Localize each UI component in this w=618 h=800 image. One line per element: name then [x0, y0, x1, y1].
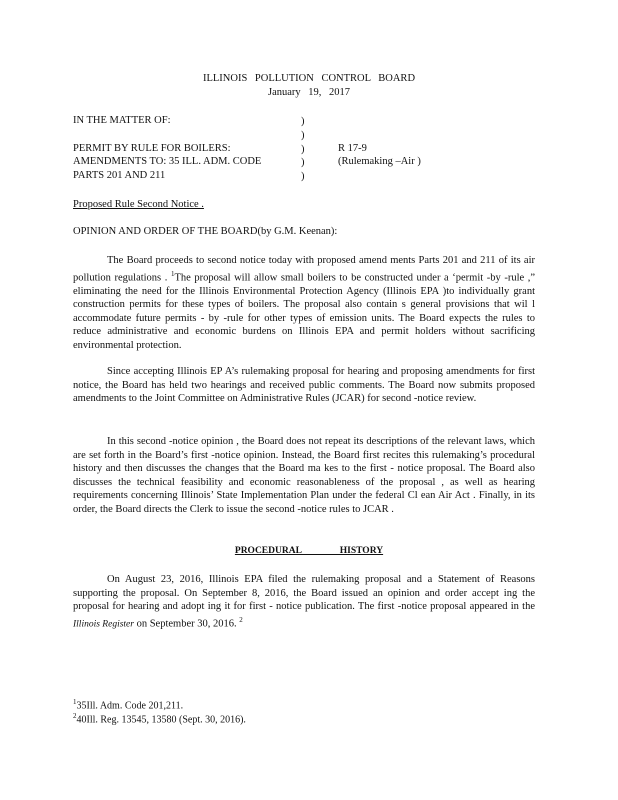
caption-matter: IN THE MATTER OF: [73, 115, 171, 126]
document-date: January 19, 2017 [267, 87, 351, 98]
body-paragraph: Since accepting Illinois EP A’s rulemaking proposal for hearing and proposing amendments for first notice, the Board has held two hearings and received public comments. The Board now submits proposed amendments to the Joint Committee on Administrative Rules (JCAR) for second -notice review. [73, 366, 535, 405]
body-paragraph: In this second -notice opinion , the Board does not repeat its descriptions of the relevant laws, which are set forth in the Board’s first -notice opinion. Instead, the Board first recites this rulemaking’s procedural history and then discusses the changes that the Board ma kes to the first - notice proposal. The Board also discusses the technical feasibility and economic reasonableness of the proposal , as well as hearing requirements concerning Illinois’ State Implementation Plan under the federal Cl ean Air Act . Finally, in its order, the Board directs the Clerk to issue the second -notice rules to JCAR . [73, 436, 535, 515]
footnote-ref: 1 [170, 269, 175, 278]
caption-paren: ) [301, 171, 305, 182]
opinion-title: OPINION AND ORDER OF THE BOARD(by G.M. Keenan): [73, 226, 338, 237]
body-paragraph: The Board proceeds to second notice today with proposed amend ments Parts 201 and 211 of its air pollution regulations . $^1$The proposal will allow small boilers to be constructed under a ‘permit -by -rule ,” eliminating the need for the Illinois Environmental Protection Agency (Illinois EPA )to individually grant construction permits for these types of boilers. The proposal also contain s general provisions that wil l accommodate future permits - by -rule for other types of emission units. The Board expects the rules to reduce administrative and economic burdens on Illinois EPA and permit holders without sacrificing environmental protection. [73, 255, 536, 352]
caption-line-3: PARTS 201 AND 211 [73, 170, 166, 181]
register-title: Illinois Register [73, 619, 134, 630]
caption-paren: ) [301, 116, 305, 127]
footnote: $^2$40Ill. Reg. 13545, 13580 (Sept. 30, 2016). [73, 712, 246, 726]
history-paragraph: On August 23, 2016, Illinois EPA filed the rulemaking proposal and a Statement of Reasons supporting the proposal. On September 8, 2016, the Board issued an opinion and order accept ing the proposal for hearing and adopt ing it for first - notice publication. The first -notice proposal appeared in the Illinois Register on September 30, 2016. $^2$ [73, 574, 535, 630]
section-heading: PROCEDURAL HISTORY [234, 546, 384, 556]
caption-paren: ) [301, 157, 305, 168]
footnote: $^1$35Ill. Adm. Code 201,211. [73, 698, 184, 712]
caption-paren: ) [301, 130, 305, 141]
notice-title: Proposed Rule Second Notice . [73, 199, 204, 210]
board-name: ILLINOIS POLLUTION CONTROL BOARD [202, 73, 416, 84]
docket-type: (Rulemaking –Air ) [338, 156, 421, 167]
docket-number: R 17-9 [338, 143, 367, 154]
caption-paren: ) [301, 144, 305, 155]
footnote-ref: 2 [239, 615, 243, 624]
caption-line-1: PERMIT BY RULE FOR BOILERS: [73, 143, 231, 154]
caption-line-2: AMENDMENTS TO: 35 ILL. ADM. CODE [73, 156, 262, 167]
